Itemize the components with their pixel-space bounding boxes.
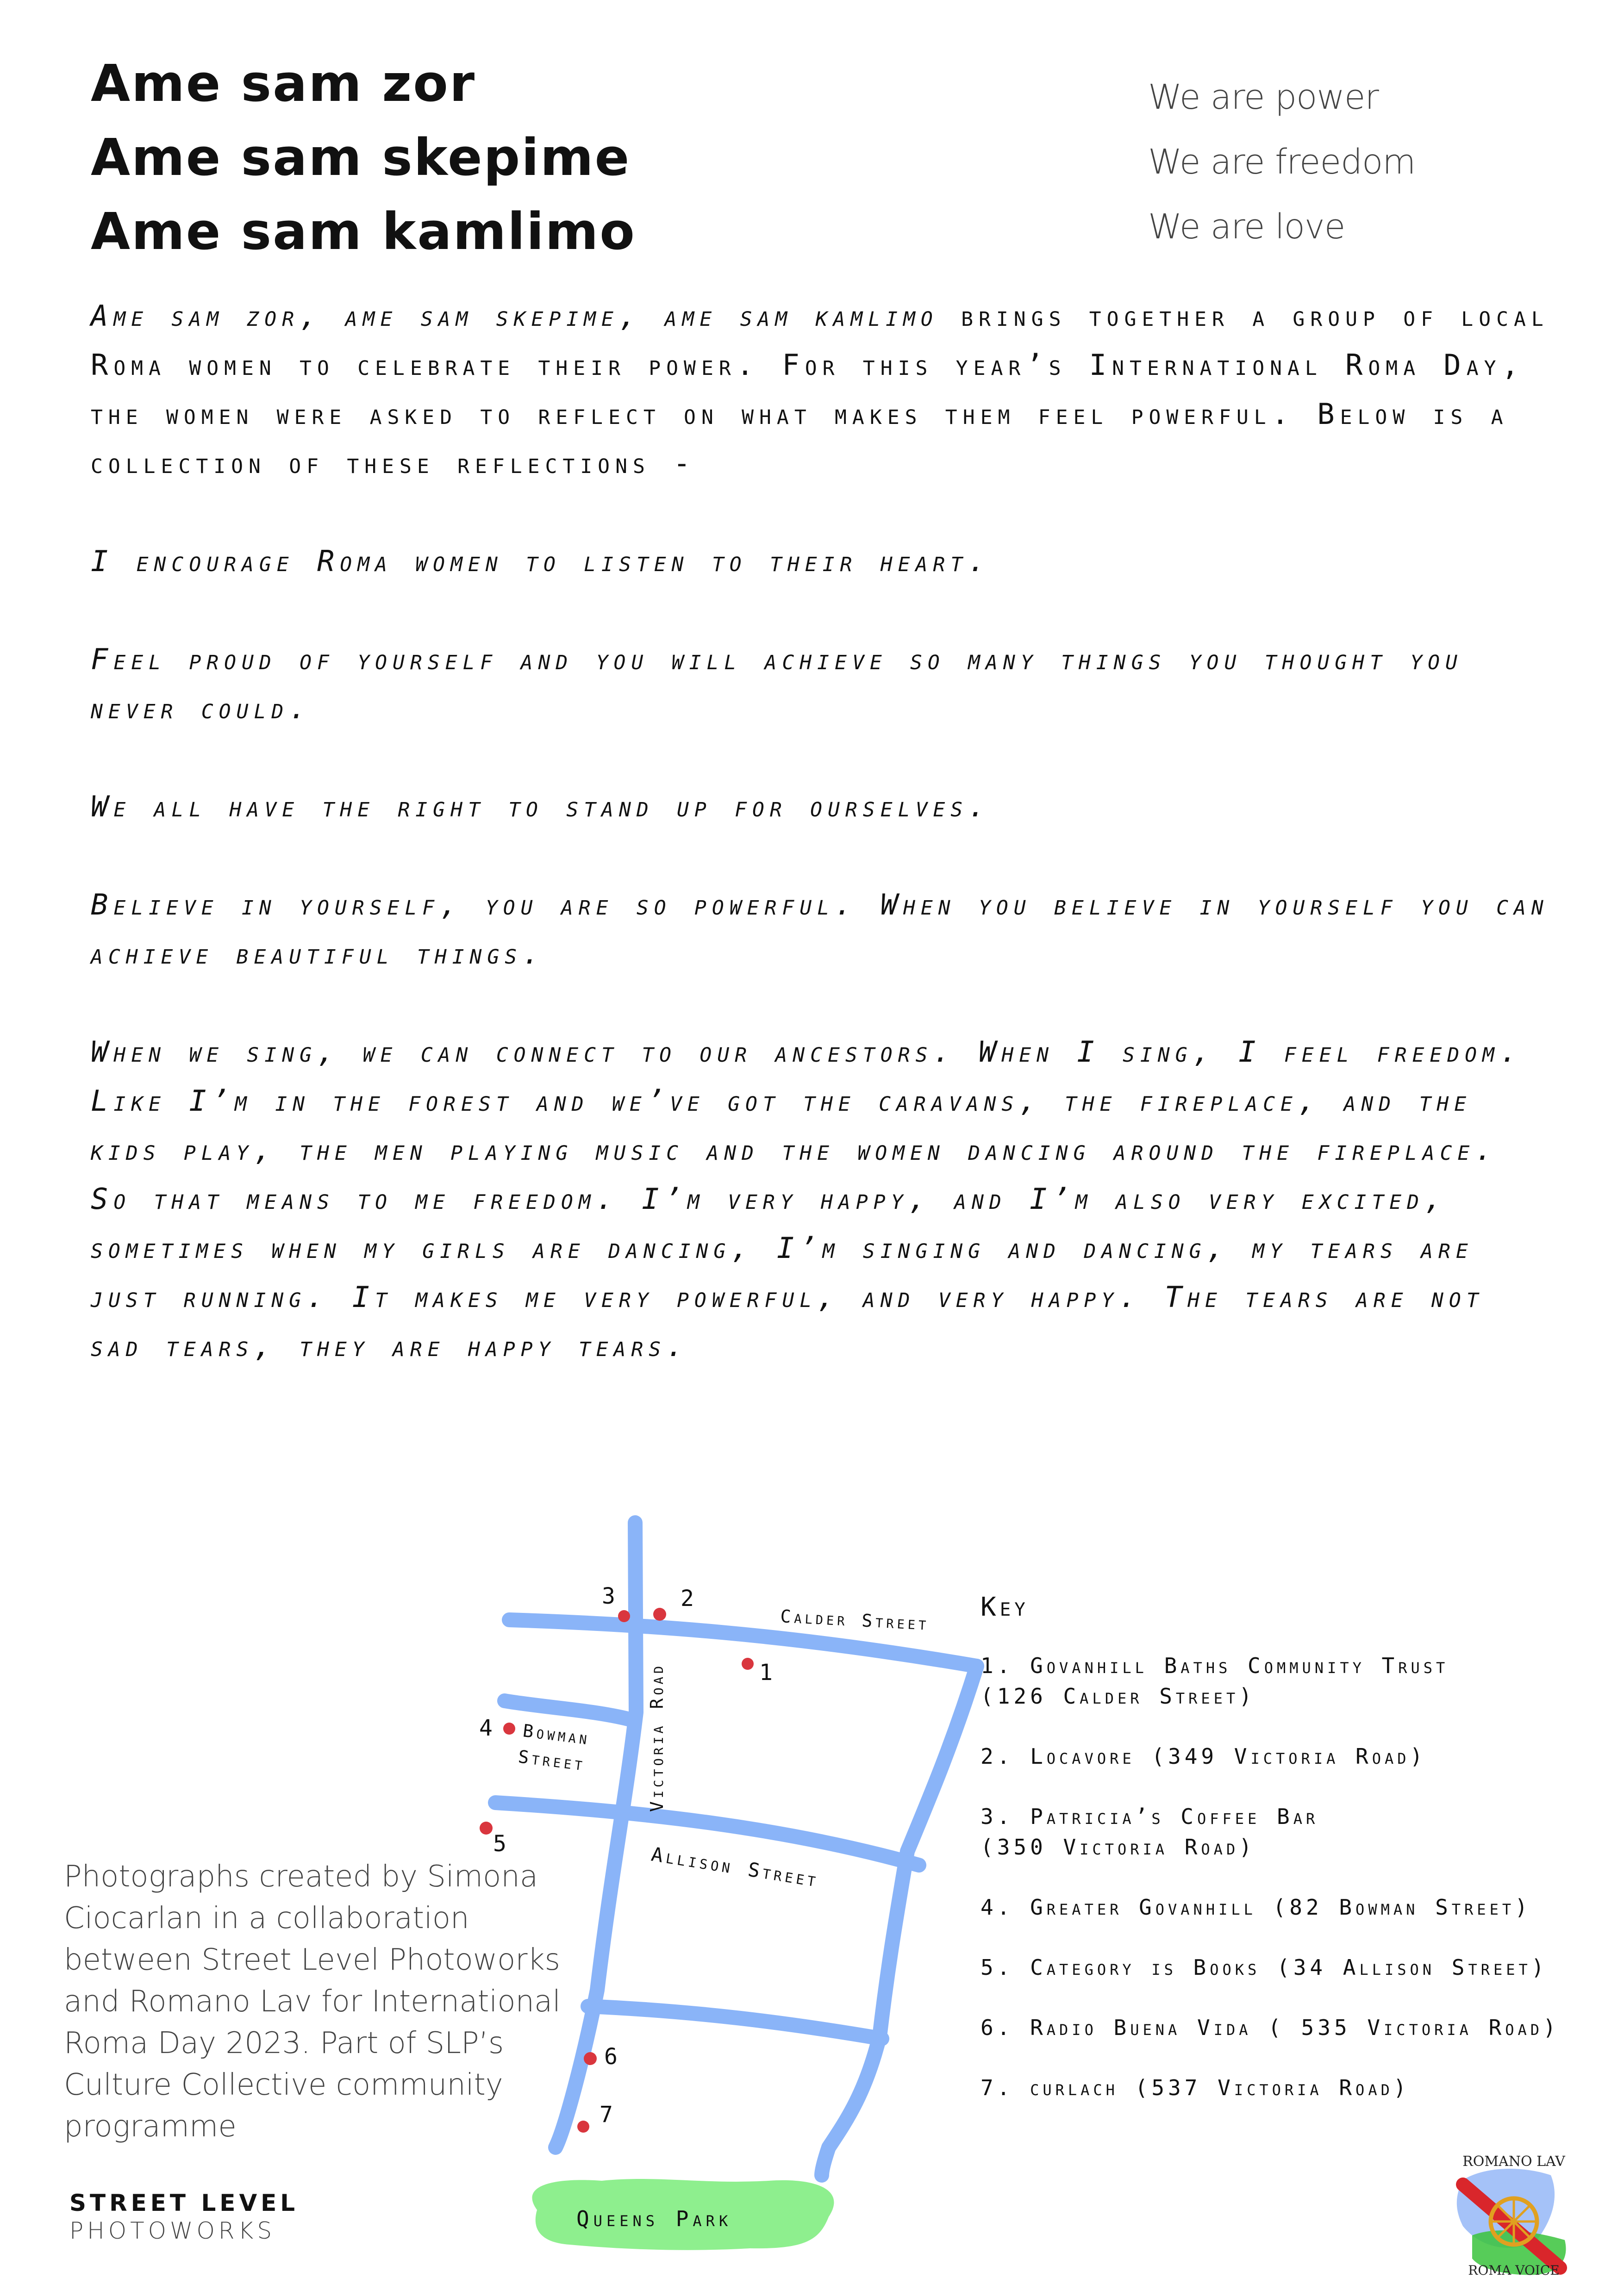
- lower-cross-street-line: [588, 2006, 882, 2039]
- key-entry-4-line-1: 4. Greater Govanhill (82 Bowman Street): [981, 1895, 1531, 1920]
- marker-4-dot[interactable]: [503, 1723, 515, 1735]
- key-entry-5-line-1: 5. Category is Books (34 Allison Street): [981, 1955, 1548, 1980]
- allison-street-label: Allison Street: [650, 1842, 821, 1892]
- key-entry-4: [981, 1892, 1560, 1923]
- bowman-street-label-2: Street: [517, 1746, 587, 1775]
- marker-3-label: 3: [602, 1583, 615, 1609]
- photo-credit: Photographs created by Simona Ciocarlan in a collaboration between Street Level Photoworks and Romano Lav for International Roma Day 2023. Part of SLP’s Culture Collective community programme: [64, 1860, 561, 2144]
- quote-1: I encourage Roma women to listen to their heart.: [91, 544, 991, 578]
- victoria-road-label: Victoria Road: [647, 1662, 667, 1812]
- marker-2-dot[interactable]: [653, 1608, 666, 1621]
- key-entry-6: [981, 2012, 1560, 2043]
- bowman-street-line: [505, 1701, 630, 1719]
- marker-3-dot[interactable]: [618, 1610, 630, 1622]
- romano-lav-logo-top: ROMANO LAV: [1462, 2153, 1565, 2170]
- marker-1-label: 1: [759, 1660, 773, 1686]
- intro-lead: Ame sam zor, ame sam skepime, ame sam kamlimo: [91, 299, 938, 333]
- translation-line-3: We are love: [1148, 207, 1345, 247]
- quote-3: We all have the right to stand up for ourselves.: [91, 790, 991, 823]
- quote-4: Believe in yourself, you are so powerful. When you believe in yourself you can achieve beautiful things.: [91, 888, 1549, 971]
- marker-5-dot[interactable]: [480, 1822, 493, 1835]
- key-entry-3: [981, 1801, 1560, 1862]
- key-entry-2-line-1: 2. Locavore (349 Victoria Road): [981, 1744, 1427, 1769]
- slp-logo-line-1: STREET LEVEL: [69, 2190, 299, 2216]
- calder-street-label: Calder Street: [780, 1606, 930, 1634]
- quote-2: Feel proud of yourself and you will achieve so many things you thought you never could.: [91, 642, 1463, 725]
- title-line-1: Ame sam zor: [91, 54, 476, 113]
- key-entry-6-line-1: 6. Radio Buena Vida ( 535 Victoria Road): [981, 2015, 1560, 2040]
- romano-lav-logo: [1444, 2147, 1583, 2282]
- queens-park-label: Queens Park: [576, 2206, 732, 2231]
- quote-5: When we sing, we can connect to our ancestors. When I sing, I feel freedom. Like I’m in the forest and we’ve got the caravans, the fireplace, and the kids play, the men playing music and the women dancing around the fireplace. So that means to me freedom. I’m very happy, and I’m also very excited, sometimes when my girls are dancing, I’m singing and dancing, my tears are just running. It makes me very powerful, and very happy. The tears are not sad tears, they are happy tears.: [91, 1035, 1523, 1363]
- marker-7-label: 7: [600, 2102, 613, 2128]
- key-entry-7: [981, 2072, 1560, 2103]
- marker-2-label: 2: [681, 1586, 694, 1612]
- slp-logo-line-2: PHOTOWORKS: [69, 2217, 276, 2244]
- key-entry-1-line-1: 1. Govanhill Baths Community Trust: [981, 1653, 1449, 1678]
- intro-rest: brings together a group of local Roma women to celebrate their power. For this year’s International Roma Day, the women were asked to reflect on what makes them feel powerful. Below is a collection of these reflections -: [91, 299, 1549, 480]
- marker-5-label: 5: [493, 1831, 506, 1857]
- street-level-photoworks-logo: [69, 2189, 299, 2245]
- title-line-3: Ame sam kamlimo: [91, 202, 636, 261]
- key-entry-5: [981, 1952, 1560, 1983]
- map-key: [981, 1592, 1560, 2133]
- marker-4-label: 4: [479, 1715, 493, 1741]
- title-line-2: Ame sam skepime: [91, 128, 631, 187]
- east-road-line: [822, 1666, 977, 2175]
- marker-1-dot[interactable]: [742, 1658, 754, 1670]
- marker-6-label: 6: [604, 2044, 618, 2070]
- key-entry-3-line-1: 3. Patricia’s Coffee Bar: [981, 1804, 1319, 1829]
- key-entry-1: [981, 1650, 1560, 1711]
- romano-lav-logo-bottom: ROMA VOICE: [1468, 2263, 1560, 2278]
- key-entry-2: [981, 1741, 1560, 1772]
- key-entry-7-line-1: 7. curlach (537 Victoria Road): [981, 2075, 1410, 2100]
- key-entry-1-line-2: (126 Calder Street): [981, 1684, 1255, 1709]
- translation-line-2: We are freedom: [1148, 142, 1416, 182]
- key-entry-3-line-2: (350 Victoria Road): [981, 1835, 1255, 1860]
- key-title: Key: [981, 1592, 1029, 1622]
- bowman-street-label-1: Bowman: [521, 1720, 592, 1749]
- translation-line-1: We are power: [1148, 77, 1379, 117]
